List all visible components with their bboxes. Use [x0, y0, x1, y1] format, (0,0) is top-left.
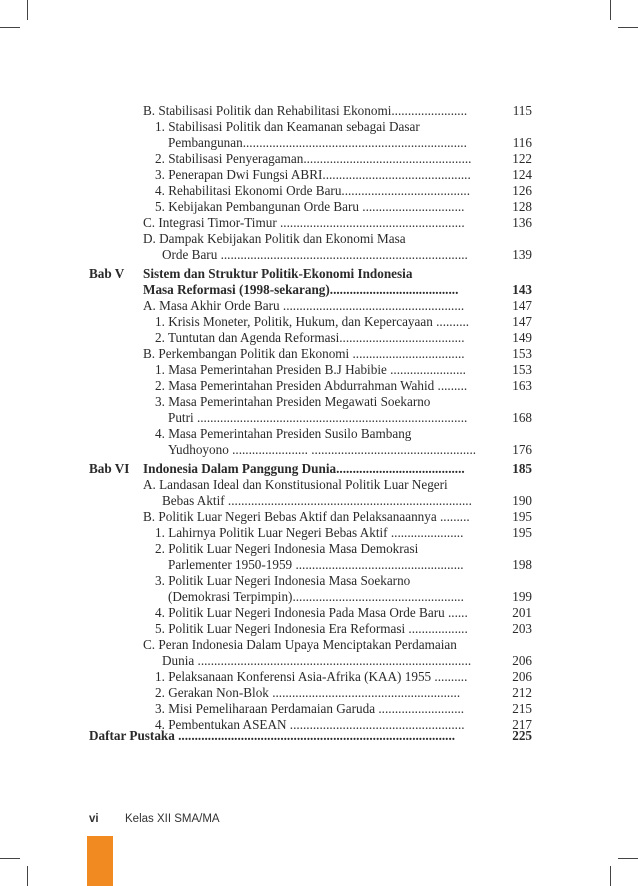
toc-entry-text: D. Dampak Kebijakan Politik dan Ekonomi Masa: [143, 231, 406, 246]
toc-entry-text: B. Perkembangan Politik dan Ekonomi ..................................: [143, 346, 465, 361]
toc-entry-text: Bebas Aktif ..........................................................................: [162, 493, 472, 508]
toc-entry-text: A. Masa Akhir Orde Baru .......................................................: [143, 298, 465, 313]
crop-mark: [0, 27, 20, 28]
toc-entry-page: 143: [512, 282, 532, 297]
toc-entry: [0, 362, 638, 378]
toc-entry: [0, 215, 638, 231]
toc-entry: [0, 685, 638, 701]
toc-entry: [0, 573, 638, 589]
toc-entry-text: Yudhoyono ....................... ..................................................: [168, 442, 477, 457]
toc-entry-text: 4. Politik Luar Negeri Indonesia Pada Masa Orde Baru ......: [155, 605, 468, 620]
toc-entry-text: 2. Politik Luar Negeri Indonesia Masa Demokrasi: [155, 541, 419, 556]
toc-entry-page: 190: [512, 493, 532, 508]
toc-entry-text: C. Peran Indonesia Dalam Upaya Menciptakan Perdamaian: [143, 637, 457, 652]
toc-entry: [0, 346, 638, 362]
toc-entry-page: 195: [512, 509, 532, 524]
toc-entry-text: Sistem dan Struktur Politik-Ekonomi Indonesia: [143, 266, 413, 281]
toc-entry-text: (Demokrasi Terpimpin)....................................................: [168, 589, 464, 604]
toc-entry: [0, 410, 638, 426]
toc-entry-page: 199: [512, 589, 532, 604]
toc-entry-page: 149: [512, 330, 532, 345]
toc-entry-text: B. Stabilisasi Politik dan Rehabilitasi Ekonomi.......................: [143, 103, 468, 118]
toc-entry: [0, 378, 638, 394]
toc-entry-page: 203: [512, 621, 532, 636]
toc-entry-text: Parlementer 1950-1959 ...................................................: [168, 557, 464, 572]
toc-entry-page: 153: [512, 346, 532, 361]
toc-entry-page: 136: [512, 215, 532, 230]
toc-entry-text: A. Landasan Ideal dan Konstitusional Politik Luar Negeri: [143, 477, 448, 492]
toc-entry-page: 195: [512, 525, 532, 540]
toc-entry-text: Indonesia Dalam Panggung Dunia.......................................: [143, 461, 465, 476]
toc-entry-text: 4. Rehabilitasi Ekonomi Orde Baru.......................................: [155, 183, 470, 198]
toc-entry-page: 185: [512, 461, 532, 476]
chapter-label-bab5: Bab V: [89, 266, 125, 281]
crop-mark: [0, 858, 20, 859]
chapter-label-bab6: Bab VI: [89, 461, 130, 476]
toc-entry-page: 116: [512, 135, 532, 150]
toc-entry: [0, 119, 638, 135]
toc-entry-text: 1. Pelaksanaan Konferensi Asia-Afrika (KAA) 1955 ..........: [155, 669, 468, 684]
crop-mark: [618, 858, 638, 859]
toc-entry-page: 201: [512, 605, 532, 620]
toc-chapter-title: [0, 728, 638, 744]
toc-entry-page: 215: [512, 701, 532, 716]
toc-chapter-title: [0, 282, 638, 298]
toc-entry: [0, 231, 638, 247]
toc-entry-text: Masa Reformasi (1998-sekarang).......................................: [143, 282, 459, 297]
toc-entry-text: Dunia ...................................................................................: [162, 653, 472, 668]
toc-entry: [0, 653, 638, 669]
toc-entry-page: 206: [512, 653, 532, 668]
toc-entry: [0, 493, 638, 509]
crop-mark: [618, 27, 638, 28]
toc-entry: [0, 167, 638, 183]
toc-chapter-title: [0, 266, 638, 282]
toc-entry: [0, 621, 638, 637]
crop-mark: [610, 0, 611, 20]
toc-entry: [0, 605, 638, 621]
toc-entry: [0, 669, 638, 685]
toc-entry-text: 3. Penerapan Dwi Fungsi ABRI.............................................: [155, 167, 471, 182]
toc-entry-text: B. Politik Luar Negeri Bebas Aktif dan Pelaksanaannya .........: [143, 509, 470, 524]
toc-entry-page: 206: [512, 669, 532, 684]
toc-entry: [0, 151, 638, 167]
toc-entry-text: Putri ..................................................................................: [168, 410, 468, 425]
toc-entry-text: 2. Gerakan Non-Blok .........................................................: [155, 685, 461, 700]
toc-entry-page: 122: [512, 151, 532, 166]
toc-entry: [0, 637, 638, 653]
toc-entry: [0, 509, 638, 525]
toc-entry: [0, 330, 638, 346]
toc-entry-text: 2. Stabilisasi Penyeragaman...................................................: [155, 151, 472, 166]
toc-entry: [0, 314, 638, 330]
toc-entry-page: 212: [512, 685, 532, 700]
toc-entry-page: 153: [512, 362, 532, 377]
toc-entry-text: 3. Politik Luar Negeri Indonesia Masa Soekarno: [155, 573, 411, 588]
crop-mark: [27, 866, 28, 886]
toc-entry: [0, 477, 638, 493]
toc-entry-text: 4. Masa Pemerintahan Presiden Susilo Bambang: [155, 426, 412, 441]
toc-entry-text: 5. Kebijakan Pembangunan Orde Baru ...............................: [155, 199, 465, 214]
toc-entry-text: Daftar Pustaka ....................................................................................: [89, 728, 456, 743]
toc-entry: [0, 135, 638, 151]
toc-entry-page: 198: [512, 557, 532, 572]
crop-mark: [610, 866, 611, 886]
toc-entry-text: 5. Politik Luar Negeri Indonesia Era Reformasi ..................: [155, 621, 468, 636]
toc-entry: [0, 199, 638, 215]
toc-entry-text: 1. Lahirnya Politik Luar Negeri Bebas Aktif ......................: [155, 525, 464, 540]
toc-entry: [0, 589, 638, 605]
toc-entry: [0, 183, 638, 199]
toc-entry-text: 2. Tuntutan dan Agenda Reformasi......................................: [155, 330, 465, 345]
toc-entry-text: C. Integrasi Timor-Timur ........................................................: [143, 215, 465, 230]
toc-entry: [0, 557, 638, 573]
toc-entry: [0, 541, 638, 557]
toc-entry-page: 147: [512, 298, 532, 313]
toc-entry: [0, 247, 638, 263]
toc-entry-text: Pembangunan....................................................................: [168, 135, 467, 150]
toc-entry-text: 1. Stabilisasi Politik dan Keamanan sebagai Dasar: [155, 119, 420, 134]
toc-entry: [0, 442, 638, 458]
toc-entry: [0, 298, 638, 314]
toc-chapter-title: [0, 461, 638, 477]
toc-entry-text: Orde Baru ...........................................................................: [162, 247, 468, 262]
toc-entry: [0, 394, 638, 410]
toc-entry: [0, 426, 638, 442]
toc-entry-page: 115: [512, 103, 532, 118]
toc-entry: [0, 701, 638, 717]
toc-entry-page: 217: [512, 717, 532, 732]
toc-entry-text: 3. Misi Pemeliharaan Perdamaian Garuda ..........................: [155, 701, 465, 716]
toc-entry-page: 147: [512, 314, 532, 329]
toc-entry-text: 1. Krisis Moneter, Politik, Hukum, dan Kepercayaan ..........: [155, 314, 470, 329]
toc-entry-page: 163: [512, 378, 532, 393]
page-footer: [89, 813, 220, 825]
toc-entry-page: 128: [512, 199, 532, 214]
toc-entry-page: 126: [512, 183, 532, 198]
toc-entry-page: 225: [512, 728, 532, 743]
toc-entry: [0, 525, 638, 541]
toc-entry-text: 4. Pembentukan ASEAN .....................................................: [155, 717, 465, 732]
orange-tab-marker: [87, 836, 113, 886]
toc-entry-page: 139: [512, 247, 532, 262]
toc-entry-page: 124: [512, 167, 532, 182]
toc-entry-page: 176: [512, 442, 532, 457]
toc-entry-text: 2. Masa Pemerintahan Presiden Abdurrahman Wahid .........: [155, 378, 468, 393]
footer-page-number: vi: [89, 813, 99, 825]
crop-mark: [27, 0, 28, 20]
toc-entry-page: 168: [512, 410, 532, 425]
toc-entry-text: 3. Masa Pemerintahan Presiden Megawati Soekarno: [155, 394, 431, 409]
toc-entry-text: 1. Masa Pemerintahan Presiden B.J Habibie .......................: [155, 362, 466, 377]
toc-entry: [0, 103, 638, 119]
footer-book-label: Kelas XII SMA/MA: [125, 813, 220, 825]
